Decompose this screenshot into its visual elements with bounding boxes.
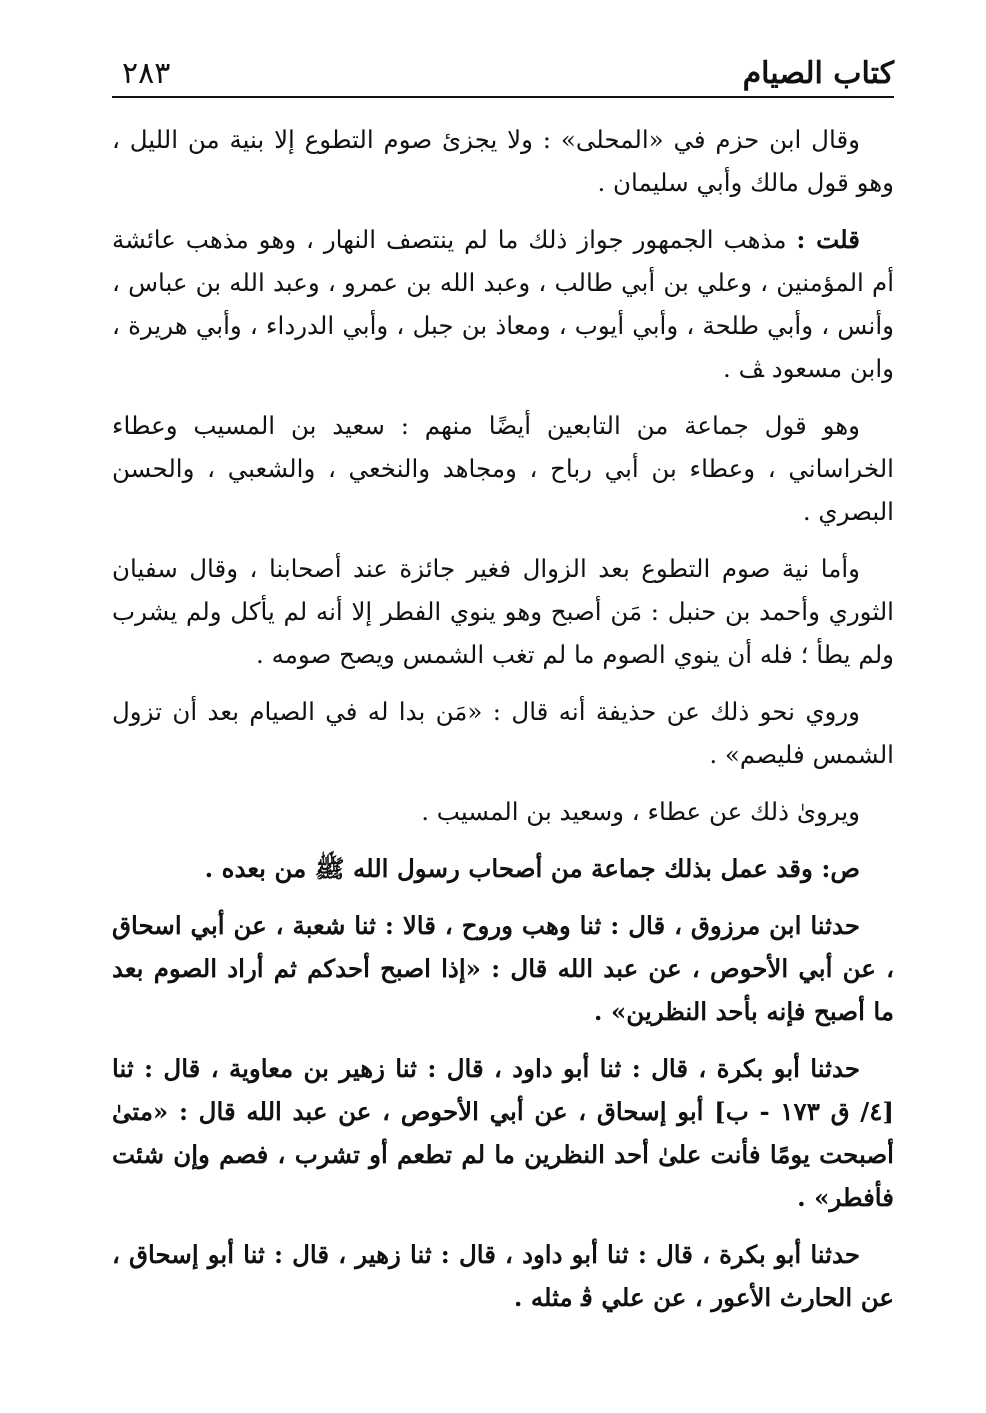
paragraph-hudhayfa xyxy=(112,690,894,776)
page-body xyxy=(112,118,894,1319)
paragraph-zawal xyxy=(112,547,894,676)
paragraph-text: حدثنا أبو بكرة ، قال : ثنا أبو داود ، قال : ثنا زهير ، قال : ثنا أبو إسحاق ، عن الحارث الأعور ، عن علي ﭬ مثله . xyxy=(112,1240,894,1312)
page-number: ٢٨٣ xyxy=(122,56,171,91)
paragraph-qultu xyxy=(112,218,894,390)
paragraph-hadith-3 xyxy=(112,1233,894,1319)
paragraph-hadith-2 xyxy=(112,1047,894,1219)
paragraph-text: حدثنا أبو بكرة ، قال : ثنا أبو داود ، قال : ثنا زهير بن معاوية ، قال : ثنا [٤/ ق ١٧٣ - ب] أبو إسحاق ، عن أبي الأحوص ، عن عبد الله قال : «متىٰ أصبحت يومًا فأنت علىٰ أحد النظرين ما لم تطعم أو تشرب ، فصم وإن شئت فأفطر» . xyxy=(112,1054,894,1212)
paragraph-lead: ص: xyxy=(821,854,860,883)
paragraph-ibn-hazm xyxy=(112,118,894,204)
paragraph-sad xyxy=(112,847,894,890)
paragraph-ata xyxy=(112,790,894,833)
book-page xyxy=(112,46,894,1333)
paragraph-text: وأما نية صوم التطوع بعد الزوال فغير جائزة عند أصحابنا ، وقال سفيان الثوري وأحمد بن حنبل : مَن أصبح وهو ينوي الفطر إلا أنه لم يأكل ولم يشرب ولم يطأ ؛ فله أن ينوي الصوم ما لم تغب الشمس ويصح صومه . xyxy=(112,554,894,669)
paragraph-lead: قلت : xyxy=(796,225,860,254)
paragraph-text: مذهب الجمهور جواز ذلك ما لم ينتصف النهار ، وهو مذهب عائشة أم المؤمنين ، وعلي بن أبي طالب ، وعبد الله بن عمرو ، وعبد الله بن عباس ، وأنس ، وأبي طلحة ، وأبي أيوب ، ومعاذ بن جبل ، وأبي الدرداء ، وأبي هريرة ، وابن مسعود ﭫ . xyxy=(112,225,894,383)
paragraph-text: ويروىٰ ذلك عن عطاء ، وسعيد بن المسيب . xyxy=(421,797,860,826)
paragraph-text: حدثنا ابن مرزوق ، قال : ثنا وهب وروح ، قالا : ثنا شعبة ، عن أبي اسحاق ، عن أبي الأحوص ، عن عبد الله قال : «إذا اصبح أحدكم ثم أراد الصوم بعد ما أصبح فإنه بأحد النظرين» . xyxy=(112,911,894,1026)
paragraph-text: وقال ابن حزم في «المحلى» : ولا يجزئ صوم التطوع إلا بنية من الليل ، وهو قول مالك وأبي سليمان . xyxy=(112,125,894,197)
paragraph-hadith-1 xyxy=(112,904,894,1033)
paragraph-text: وقد عمل بذلك جماعة من أصحاب رسول الله ﷺ من بعده . xyxy=(204,854,822,883)
paragraph-text: وروي نحو ذلك عن حذيفة أنه قال : «مَن بدا له في الصيام بعد أن تزول الشمس فليصم» . xyxy=(112,697,894,769)
running-title: كتاب الصيام xyxy=(742,56,894,91)
page-header xyxy=(112,46,894,98)
paragraph-tabiin xyxy=(112,404,894,533)
paragraph-text: وهو قول جماعة من التابعين أيضًا منهم : سعيد بن المسيب وعطاء الخراساني ، وعطاء بن أبي رباح ، ومجاهد والنخعي ، والشعبي ، والحسن البصري . xyxy=(112,411,894,526)
